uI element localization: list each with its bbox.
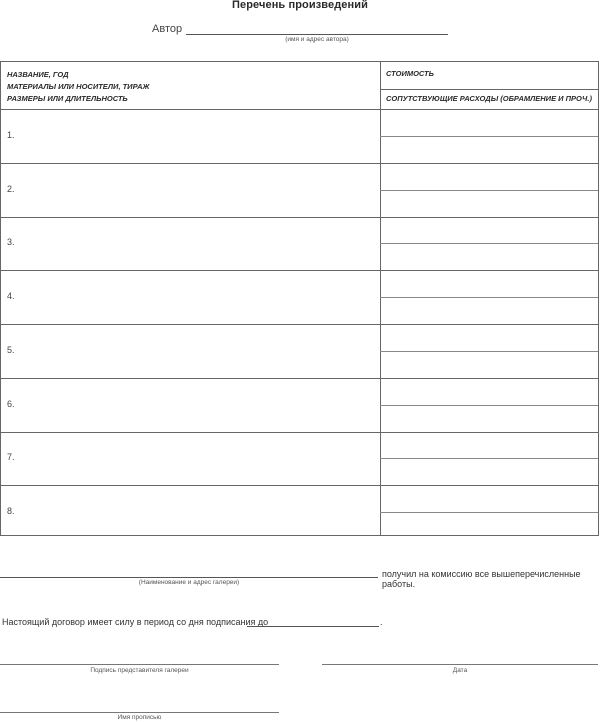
page-title: Перечень произведений	[232, 0, 368, 11]
cost-cell[interactable]	[381, 270, 598, 297]
header-left-line-1: НАЗВАНИЕ, ГОД	[7, 70, 69, 79]
gallery-statement: получил на комиссию все вышеперечисленные работы.	[382, 569, 581, 589]
work-description-cell[interactable]	[1, 109, 379, 163]
cost-cell[interactable]	[381, 163, 598, 190]
extra-costs-cell[interactable]	[381, 512, 598, 539]
gallery-field[interactable]	[0, 577, 378, 578]
header-left-line-2: МАТЕРИАЛЫ ИЛИ НОСИТЕЛИ, ТИРАЖ	[7, 82, 150, 91]
cost-cell[interactable]	[381, 324, 598, 351]
row-number: 6.	[7, 398, 15, 409]
work-description-cell[interactable]	[1, 217, 379, 271]
works-table	[0, 61, 599, 536]
extra-costs-cell[interactable]	[381, 458, 598, 485]
extra-costs-cell[interactable]	[381, 297, 598, 324]
work-description-cell[interactable]	[1, 324, 379, 378]
extra-costs-cell[interactable]	[381, 136, 598, 163]
name-field[interactable]	[0, 712, 279, 713]
work-description-cell[interactable]	[1, 163, 379, 217]
date-hint: Дата	[452, 667, 468, 674]
work-description-cell[interactable]	[1, 485, 379, 539]
contract-statement: Настоящий договор имеет силу в период со дня подписания до	[2, 617, 269, 627]
gallery-signature-hint: Подпись представителя галереи	[90, 667, 189, 674]
extra-costs-cell[interactable]	[381, 405, 598, 432]
row-number: 4.	[7, 291, 15, 302]
header-divider	[380, 89, 598, 90]
row-number: 1.	[7, 129, 15, 140]
contract-period-mark: .	[380, 617, 383, 627]
author-label: Автор	[152, 23, 183, 35]
gallery-signature-field[interactable]	[0, 664, 279, 665]
extra-costs-cell[interactable]	[381, 243, 598, 270]
work-description-cell[interactable]	[1, 270, 379, 324]
header-extra-costs: СОПУТСТВУЮЩИЕ РАСХОДЫ (ОБРАМЛЕНИЕ И ПРОЧ.)	[386, 94, 592, 103]
cost-cell[interactable]	[381, 432, 598, 459]
row-number: 8.	[7, 506, 15, 517]
cost-cell[interactable]	[381, 485, 598, 512]
extra-costs-cell[interactable]	[381, 190, 598, 217]
extra-costs-cell[interactable]	[381, 351, 598, 378]
work-description-cell[interactable]	[1, 378, 379, 432]
contract-end-date-field[interactable]	[247, 626, 379, 627]
name-hint: Имя прописью	[117, 714, 162, 721]
row-number: 2.	[7, 183, 15, 194]
header-left-line-3: РАЗМЕРЫ ИЛИ ДЛИТЕЛЬНОСТЬ	[7, 94, 128, 103]
cost-cell[interactable]	[381, 217, 598, 244]
author-hint: (имя и адрес автора)	[285, 36, 349, 43]
cost-cell[interactable]	[381, 378, 598, 405]
row-number: 3.	[7, 237, 15, 248]
row-number: 5.	[7, 344, 15, 355]
date-field[interactable]	[322, 664, 598, 665]
row-number: 7.	[7, 452, 15, 463]
author-field[interactable]	[186, 34, 448, 35]
work-description-cell[interactable]	[1, 432, 379, 486]
gallery-hint: (Наименование и адрес галереи)	[138, 579, 240, 586]
header-cost: СТОИМОСТЬ	[386, 69, 434, 78]
cost-cell[interactable]	[381, 109, 598, 136]
header-left	[7, 69, 149, 105]
